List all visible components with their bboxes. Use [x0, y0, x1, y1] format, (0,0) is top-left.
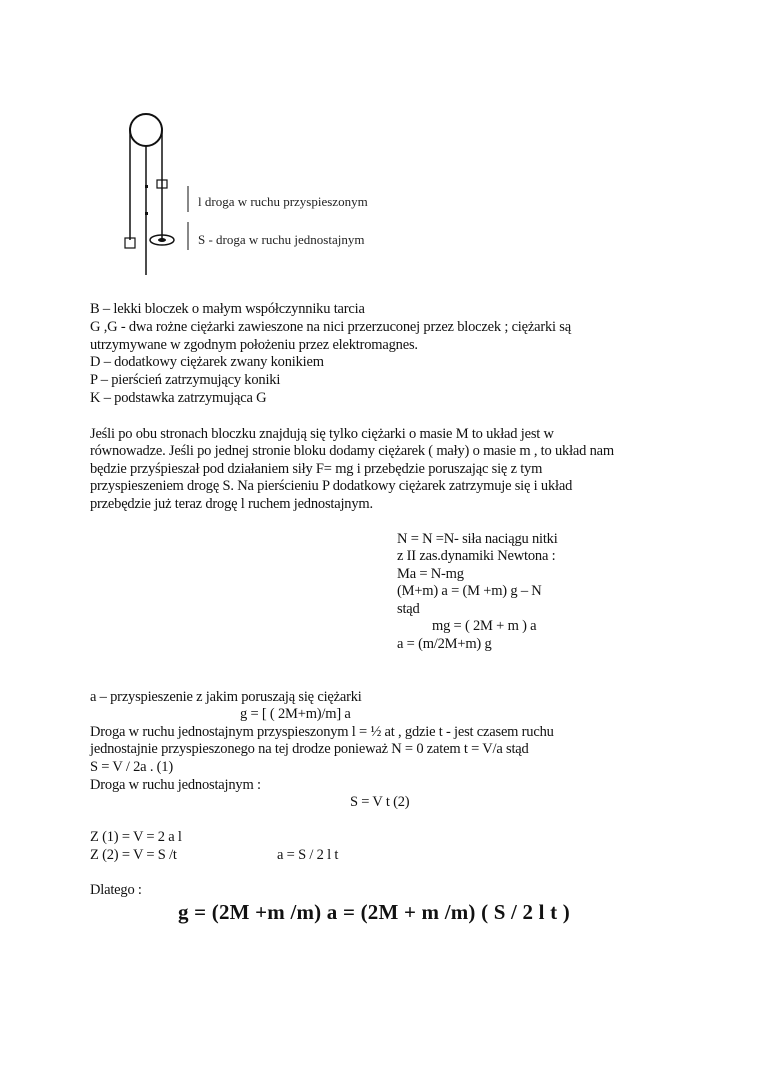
intro-line-3: będzie przyśpieszał pod działaniem siły F= mg i przebędzie poruszając się z tym	[90, 461, 543, 477]
derivation-line-3: Ma = N-mg	[397, 566, 464, 582]
intro-line-1: Jeśli po obu stronach bloczku znajdują się tylko ciężarki o masie M to układ jest w	[90, 426, 554, 442]
derivation-line-6: mg = ( 2M + m ) a	[432, 618, 537, 634]
rod-mark-middle	[145, 212, 148, 215]
derivation-line-2: z II zas.dynamiki Newtona :	[397, 548, 556, 564]
accel-definition: a – przyspieszenie z jakim poruszają się ciężarki	[90, 689, 362, 705]
legend-line-k: K – podstawka zatrzymująca G	[90, 390, 267, 406]
from-equation-1: Z (1) = V = 2 a l	[90, 829, 182, 845]
uniform-accel-line-1: Droga w ruchu jednostajnym przyspieszonym l = ½ at , gdzie t - jest czasem ruchu	[90, 724, 554, 740]
a-result: a = S / 2 l t	[277, 847, 339, 863]
derivation-line-7: a = (m/2M+m) g	[397, 636, 492, 652]
therefore-label: Dlatego :	[90, 882, 142, 898]
pulley-wheel	[130, 114, 162, 146]
intro-line-5: przebędzie już teraz drogę l ruchem jednostajnym.	[90, 496, 373, 512]
equation-1: S = V / 2a . (1)	[90, 759, 173, 775]
uniform-motion-heading: Droga w ruchu jednostajnym :	[90, 777, 261, 793]
derivation-line-5: stąd	[397, 601, 420, 617]
stopper-ring-center	[158, 238, 166, 242]
pulley-diagram-svg	[110, 100, 430, 285]
final-formula: g = (2M +m /m) a = (2M + m /m) ( S / 2 l t )	[178, 900, 570, 924]
legend-line-g-cont: utrzymywane w zgodnym położeniu przez elektromagnes.	[90, 337, 418, 353]
uniform-accel-line-2: jednostajnie przyspieszonego na tej drodze ponieważ N = 0 zatem t = V/a stąd	[90, 741, 529, 757]
intro-line-2: równowadze. Jeśli po jednej stronie bloku dodamy ciężarek ( mały) o masie m , to układ nam	[90, 443, 614, 459]
equation-2: S = V t (2)	[350, 794, 410, 810]
rod-mark-top	[145, 185, 148, 188]
derivation-line-4: (M+m) a = (M +m) g – N	[397, 583, 542, 599]
intro-line-4: przyspieszeniem drogę S. Na pierścieniu P dodatkowy ciężarek zatrzymuje się i układ	[90, 478, 573, 494]
legend-line-b: B – lekki bloczek o małym współczynniku tarcia	[90, 301, 365, 317]
from-equation-2: Z (2) = V = S /t	[90, 847, 177, 863]
atwood-diagram	[110, 100, 430, 285]
legend-line-g: G ,G - dwa rożne ciężarki zawieszone na nici przerzuconej przez bloczek ; ciężarki są	[90, 319, 571, 335]
diagram-label-l: l droga w ruchu przyspieszonym	[198, 194, 368, 209]
legend-line-p: P – pierścień zatrzymujący koniki	[90, 372, 281, 388]
derivation-line-1: N = N =N- siła naciągu nitki	[397, 531, 558, 547]
diagram-label-s: S - droga w ruchu jednostajnym	[198, 232, 365, 247]
legend-line-d: D – dodatkowy ciężarek zwany konikiem	[90, 354, 324, 370]
g-formula: g = [ ( 2M+m)/m] a	[240, 706, 351, 722]
